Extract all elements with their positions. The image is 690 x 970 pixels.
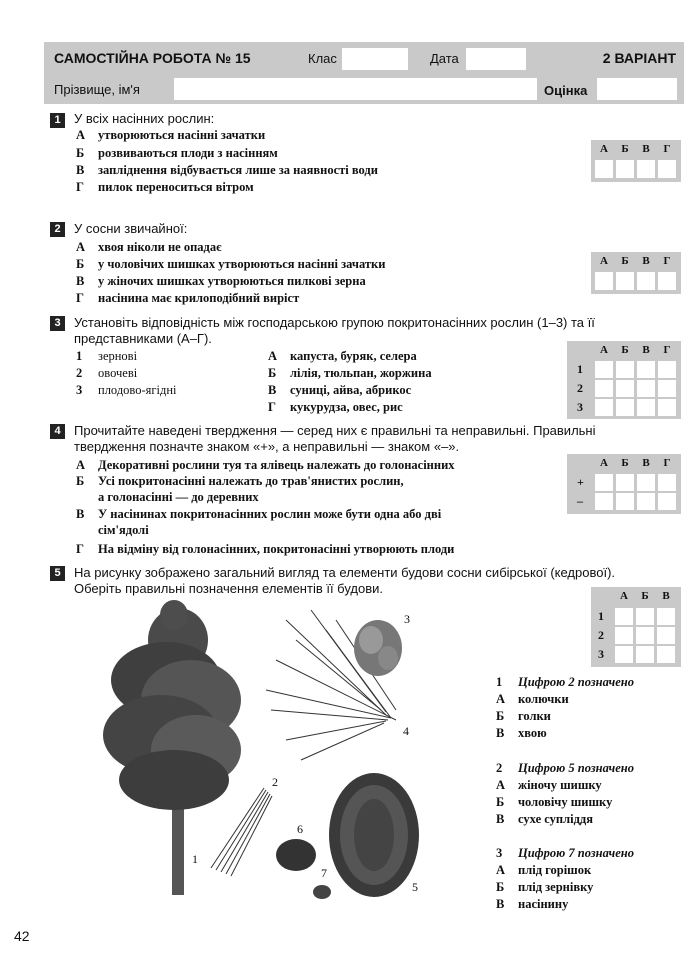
subquestion-title: 1 Цифрою 2 позначено	[496, 675, 634, 689]
answer-option: В у жіночих шишках утворюються пилкові зерна	[76, 274, 366, 288]
subquestion-title: 2 Цифрою 5 позначено	[496, 761, 634, 775]
statement: В У насінинах покритонасінних рослин може бути одна або дві	[76, 507, 442, 521]
figure-label-2: 2	[272, 775, 278, 789]
needle-bundle-drawing	[211, 788, 272, 876]
class-label: Клас	[308, 51, 337, 66]
answer-option: Б розвиваються плоди з насінням	[76, 146, 278, 160]
figure-label-4: 4	[403, 724, 409, 738]
answer-option: В насінину	[496, 897, 569, 911]
answer-option: Г насінина має крилоподібний виріст	[76, 291, 300, 305]
answer-cell[interactable]	[615, 608, 633, 625]
seed-cone-drawing	[329, 773, 419, 897]
answer-cell[interactable]	[636, 646, 654, 663]
answer-cell[interactable]	[636, 608, 654, 625]
right-item: Г кукурудза, овес, рис	[268, 400, 403, 414]
true-false-grid: А Б В Г + –	[567, 454, 681, 514]
answer-option: В запліднення відбувається лише за наявності води	[76, 163, 378, 177]
matching-grid: А Б В Г 1 2 3	[567, 341, 681, 419]
answer-cell[interactable]	[658, 380, 676, 397]
answer-option: Б чоловічу шишку	[496, 795, 613, 809]
answer-grid: А Б В Г	[591, 140, 681, 182]
question-text: Прочитайте наведені твердження — серед них є правильні та неправильні. Правильні	[74, 423, 596, 438]
answer-cell[interactable]	[616, 361, 634, 378]
answer-cell[interactable]	[658, 272, 676, 290]
page-number: 42	[14, 928, 30, 944]
answer-cell[interactable]	[616, 399, 634, 416]
question-text: твердження позначте знаком «+», а неправильні — знаком «–».	[74, 439, 460, 454]
answer-option: Б у чоловічих шишках утворюються насінні зачатки	[76, 257, 386, 271]
nut-drawing	[313, 885, 331, 899]
worksheet-title: САМОСТІЙНА РОБОТА № 15	[54, 50, 251, 66]
question-text: У сосни звичайної:	[74, 221, 188, 236]
answer-cell[interactable]	[658, 361, 676, 378]
grade-field[interactable]	[597, 78, 677, 100]
statement: сім'ядолі	[98, 523, 149, 537]
figure-label-6: 6	[297, 822, 303, 836]
statement: Б Усі покритонасінні належать до трав'янистих рослин,	[76, 474, 404, 488]
answer-cell[interactable]	[616, 160, 634, 178]
answer-cell[interactable]	[616, 493, 634, 510]
answer-cell[interactable]	[595, 380, 613, 397]
question-number: 2	[50, 222, 65, 237]
question-number: 4	[50, 424, 65, 439]
figure-label-5: 5	[412, 880, 418, 894]
grade-label: Оцінка	[544, 83, 588, 98]
question-text: У всіх насінних рослин:	[74, 111, 215, 126]
subquestion-title: 3 Цифрою 7 позначено	[496, 846, 634, 860]
answer-cell[interactable]	[637, 399, 655, 416]
answer-cell[interactable]	[658, 474, 676, 491]
answer-cell[interactable]	[657, 646, 675, 663]
answer-option: Б голки	[496, 709, 551, 723]
question-text: представниками (А–Г).	[74, 331, 212, 346]
answer-cell[interactable]	[595, 474, 613, 491]
answer-cell[interactable]	[595, 399, 613, 416]
question-text: Оберіть правильні позначення елементів її будови.	[74, 581, 384, 596]
answer-cell[interactable]	[637, 272, 655, 290]
answer-cell[interactable]	[658, 160, 676, 178]
answer-cell[interactable]	[657, 608, 675, 625]
variant-label: 2 ВАРІАНТ	[602, 50, 676, 66]
left-item: 1 зернові	[76, 349, 138, 363]
answer-cell[interactable]	[616, 474, 634, 491]
seed-drawing	[276, 839, 316, 871]
answer-cell[interactable]	[616, 272, 634, 290]
answer-cell[interactable]	[616, 380, 634, 397]
class-field[interactable]	[342, 48, 408, 70]
answer-option: А жіночу шишку	[496, 778, 602, 792]
answer-cell[interactable]	[595, 160, 613, 178]
question-number: 1	[50, 113, 65, 128]
right-item: В суниці, айва, абрикос	[268, 383, 412, 397]
answer-cell[interactable]	[658, 399, 676, 416]
answer-option: Б плід зернівку	[496, 880, 594, 894]
answer-cell[interactable]	[636, 627, 654, 644]
male-cone-drawing	[354, 620, 402, 676]
question-number: 5	[50, 566, 65, 581]
pine-illustration	[96, 600, 436, 910]
answer-cell[interactable]	[615, 627, 633, 644]
answer-cell[interactable]	[637, 380, 655, 397]
answer-option: В хвою	[496, 726, 547, 740]
answer-option: А хвоя ніколи не опадає	[76, 240, 222, 254]
statement: А Декоративні рослини туя та ялівець належать до голонасінних	[76, 458, 455, 472]
answer-option: В сухе супліддя	[496, 812, 593, 826]
answer-cell[interactable]	[657, 627, 675, 644]
answer-cell[interactable]	[637, 361, 655, 378]
pine-tree-drawing	[103, 600, 241, 895]
answer-cell[interactable]	[637, 160, 655, 178]
answer-option: А плід горішок	[496, 863, 592, 877]
statement: Г На відміну від голонасінних, покритонасінні утворюють плоди	[76, 542, 455, 556]
figure-label-1: 1	[192, 852, 198, 866]
left-item: 3 плодово-ягідні	[76, 383, 177, 397]
right-item: А капуста, буряк, селера	[268, 349, 417, 363]
answer-cell[interactable]	[658, 493, 676, 510]
statement: а голонасінні — до деревних	[98, 490, 259, 504]
name-field[interactable]	[174, 78, 537, 100]
worksheet-header	[44, 42, 684, 104]
answer-cell[interactable]	[615, 646, 633, 663]
answer-option: А колючки	[496, 692, 569, 706]
question-text: На рисунку зображено загальний вигляд та елементи будови сосни сибірської (кедрової).	[74, 565, 616, 580]
figure-label-3: 3	[404, 612, 410, 626]
date-field[interactable]	[466, 48, 526, 70]
question-number: 3	[50, 316, 65, 331]
matching-grid: А Б В 1 2 3	[591, 587, 681, 667]
answer-option: Г пилок переноситься вітром	[76, 180, 254, 194]
name-label: Прізвище, ім'я	[54, 82, 140, 97]
answer-grid: А Б В Г	[591, 252, 681, 294]
left-item: 2 овочеві	[76, 366, 138, 380]
answer-cell[interactable]	[637, 474, 655, 491]
answer-cell[interactable]	[595, 493, 613, 510]
right-item: Б лілія, тюльпан, жоржина	[268, 366, 432, 380]
figure-label-7: 7	[321, 866, 327, 880]
answer-cell[interactable]	[595, 361, 613, 378]
question-text: Установіть відповідність між господарською групою покритонасінних рослин (1–3) та її	[74, 315, 595, 330]
answer-option: А утворюються насінні зачатки	[76, 128, 266, 142]
answer-cell[interactable]	[637, 493, 655, 510]
answer-cell[interactable]	[595, 272, 613, 290]
date-label: Дата	[430, 51, 459, 66]
